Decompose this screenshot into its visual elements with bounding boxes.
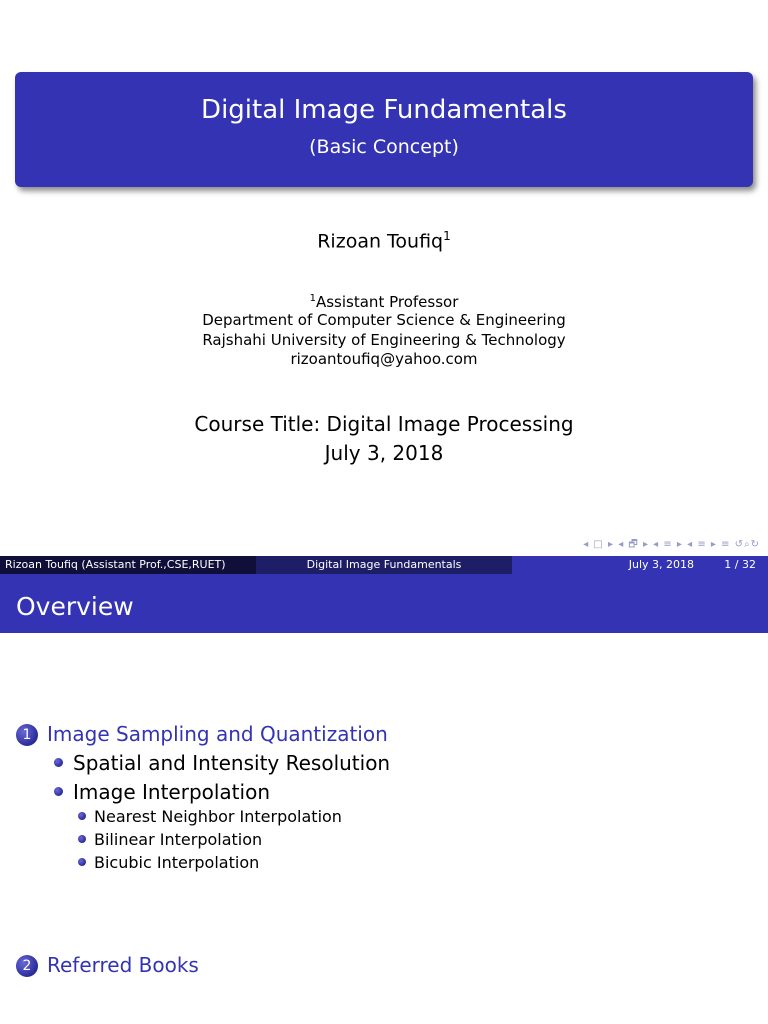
footer-date-page [512, 556, 768, 574]
slide-footer [0, 556, 768, 574]
institute-department: Department of Computer Science & Engineering [202, 311, 566, 329]
subsection-title: Image Interpolation [73, 780, 270, 804]
bullet-icon [78, 858, 86, 866]
subsubsection-title: Bilinear Interpolation [94, 830, 263, 849]
section-number-badge: 1 [16, 724, 38, 746]
bullet-icon [54, 758, 63, 767]
institute-position [0, 289, 768, 312]
affiliation-mark: 1 [309, 293, 316, 304]
footer-date: July 3, 2018 [628, 558, 694, 571]
author-text: Rizoan Toufiq [317, 230, 444, 253]
toc-subsubsection[interactable] [78, 807, 342, 826]
author-footnote-mark: 1 [443, 229, 451, 243]
toc-subsection[interactable] [54, 751, 390, 775]
subsubsection-title: Bicubic Interpolation [94, 853, 260, 872]
section-title: Referred Books [47, 953, 199, 977]
frame-title: Overview [0, 574, 768, 633]
bullet-icon [54, 787, 63, 796]
course-title: Course Title: Digital Image Processing [194, 412, 574, 436]
author-name [0, 229, 768, 252]
footer-author: Rizoan Toufiq (Assistant Prof.,CSE,RUET) [0, 556, 256, 574]
author-email: rizoantoufiq@yahoo.com [290, 350, 478, 368]
bullet-icon [78, 812, 86, 820]
subsection-title: Spatial and Intensity Resolution [73, 751, 391, 775]
section-number-badge: 2 [16, 955, 38, 977]
section-title: Image Sampling and Quantization [47, 722, 388, 746]
toc-subsubsection[interactable] [78, 830, 262, 849]
institute-university: Rajshahi University of Engineering & Technology [202, 331, 566, 349]
presentation-subtitle: (Basic Concept) [309, 136, 459, 158]
presentation-date: July 3, 2018 [324, 441, 444, 465]
subsubsection-title: Nearest Neighbor Interpolation [94, 807, 342, 826]
footer-page-number: 1 / 32 [724, 558, 756, 571]
title-block [15, 72, 753, 187]
position-text: Assistant Professor [315, 293, 459, 311]
beamer-navigation-icons[interactable]: ◂ □ ▸ ◂ 🗗 ▸ ◂ ≡ ▸ ◂ ≡ ▸ ≡ ↺⌕↻ [583, 539, 760, 550]
bullet-icon [78, 835, 86, 843]
presentation-title: Digital Image Fundamentals [201, 95, 567, 125]
toc-subsubsection[interactable] [78, 853, 259, 872]
toc-subsection[interactable] [54, 780, 270, 804]
toc-section-1[interactable] [16, 722, 388, 746]
footer-title: Digital Image Fundamentals [256, 556, 512, 574]
toc-section-2[interactable] [16, 953, 199, 977]
